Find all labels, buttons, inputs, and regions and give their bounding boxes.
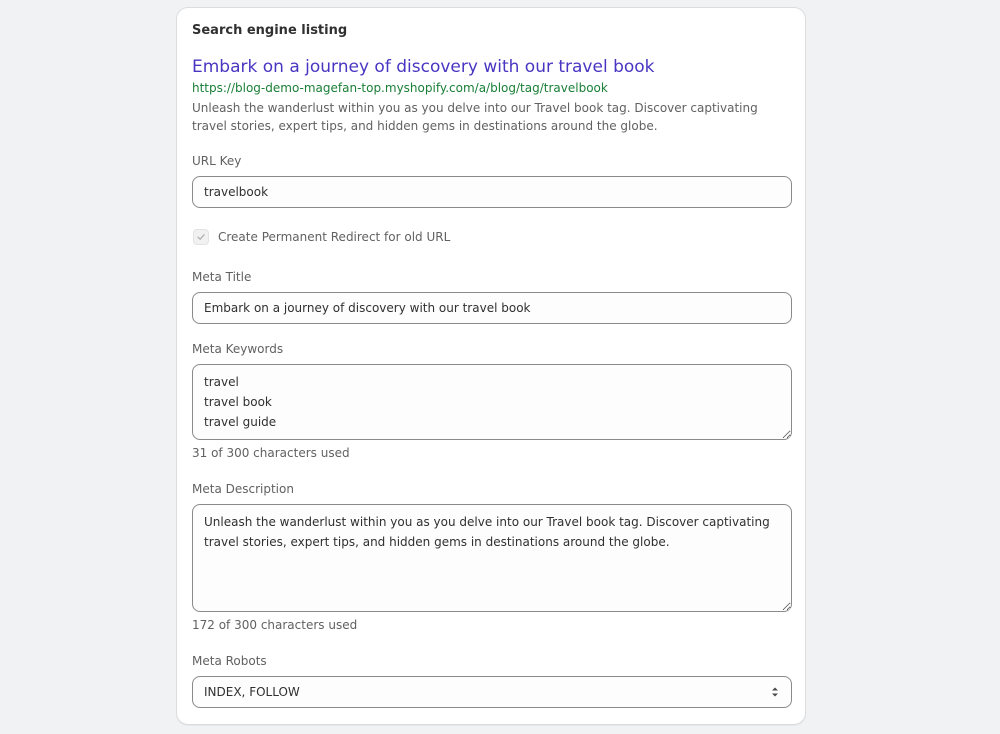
preview-url: https://blog-demo-magefan-top.myshopify.com/a/blog/tag/travelbook — [192, 81, 608, 95]
meta-keywords-label: Meta Keywords — [192, 342, 284, 356]
search-engine-listing-card — [176, 7, 806, 725]
card-title: Search engine listing — [192, 23, 348, 38]
preview-description: Unleash the wanderlust within you as you delve into our Travel book tag. Discover captivating travel stories, expert tips, and hidden gems in destinations around the globe. — [192, 101, 758, 133]
meta-keywords-textarea[interactable] — [192, 364, 792, 440]
meta-title-label: Meta Title — [192, 270, 252, 284]
checkmark-icon — [196, 232, 206, 242]
meta-keywords-counter: 31 of 300 characters used — [192, 446, 350, 460]
url-key-label: URL Key — [192, 154, 242, 168]
permanent-redirect-label: Create Permanent Redirect for old URL — [218, 230, 451, 244]
meta-description-textarea[interactable] — [192, 504, 792, 612]
meta-title-input[interactable] — [192, 292, 792, 324]
meta-description-counter: 172 of 300 characters used — [192, 618, 358, 632]
meta-robots-label: Meta Robots — [192, 654, 267, 668]
permanent-redirect-checkbox[interactable] — [193, 229, 209, 245]
meta-robots-select[interactable] — [192, 676, 792, 708]
url-key-input[interactable] — [192, 176, 792, 208]
preview-title-link[interactable]: Embark on a journey of discovery with our travel book — [192, 57, 655, 77]
meta-robots-selected-value: INDEX, FOLLOW — [204, 685, 300, 699]
meta-description-label: Meta Description — [192, 482, 294, 496]
select-chevrons-icon — [771, 686, 779, 698]
